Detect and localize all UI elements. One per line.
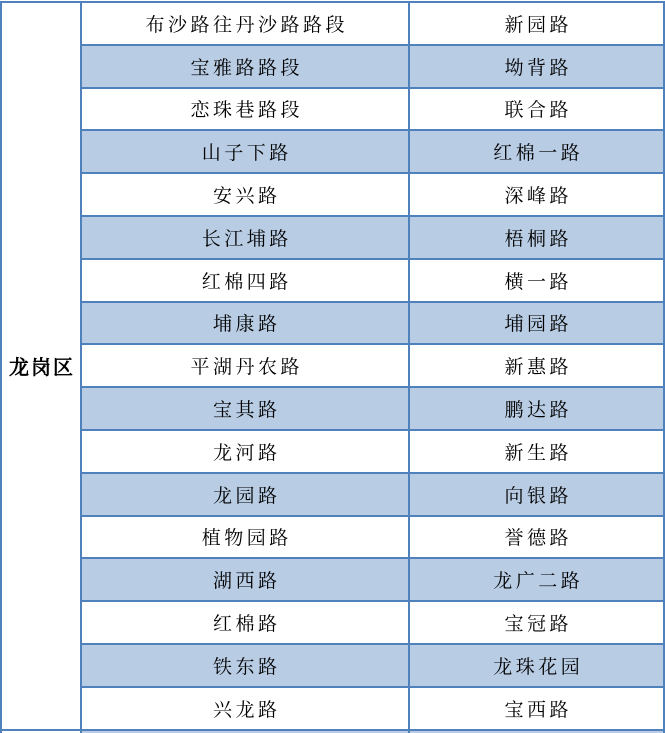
road-name: 山子下路 [201, 142, 292, 165]
road-name: 红棉路 [212, 613, 281, 636]
road-name: 深峰路 [504, 185, 572, 208]
road-name: 植物园路 [201, 527, 292, 550]
road-right-cell [408, 131, 663, 172]
table-row [82, 559, 663, 602]
road-left-cell [82, 645, 408, 686]
road-name: 新园路 [504, 13, 572, 36]
road-left-cell [82, 89, 408, 130]
road-name: 安兴路 [212, 185, 281, 208]
road-right-cell [408, 474, 663, 515]
road-name: 向银路 [504, 484, 572, 507]
table-row [82, 645, 663, 688]
road-name: 誉德路 [504, 527, 572, 550]
road-right-cell [408, 303, 663, 344]
road-left-cell [82, 431, 408, 472]
road-name: 铁东路 [212, 655, 281, 678]
road-right-cell [408, 217, 663, 258]
road-left-cell [82, 559, 408, 600]
table-row [82, 131, 663, 174]
road-name: 埔康路 [212, 313, 281, 336]
road-right-cell [408, 260, 663, 301]
road-right-cell [408, 46, 663, 87]
road-right-cell [408, 517, 663, 558]
road-name: 龙珠花园 [493, 655, 584, 678]
road-right-cell [408, 688, 663, 729]
table-row [82, 517, 663, 560]
road-left-cell [82, 602, 408, 643]
road-left-cell [82, 174, 408, 215]
table-row [82, 303, 663, 346]
road-left-cell [82, 688, 408, 729]
road-name: 坳背路 [504, 56, 572, 79]
road-name: 长江埔路 [201, 227, 292, 250]
road-name: 红棉一路 [493, 142, 584, 165]
table-row [82, 260, 663, 303]
road-name: 埔园路 [504, 313, 572, 336]
road-name: 宝其路 [212, 399, 281, 422]
district-label: 龙岗区 [9, 355, 75, 380]
road-name: 新生路 [504, 441, 572, 464]
table-row [82, 46, 663, 89]
road-name: 龙广二路 [493, 570, 584, 593]
road-left-cell [82, 217, 408, 258]
road-left-cell [82, 517, 408, 558]
road-right-cell [408, 559, 663, 600]
table-row [82, 602, 663, 645]
table-row [82, 217, 663, 260]
road-name: 龙河路 [212, 441, 281, 464]
road-right-cell [408, 345, 663, 386]
table-row [82, 688, 663, 731]
road-left-cell [82, 260, 408, 301]
road-left-cell [82, 131, 408, 172]
road-name: 红棉四路 [201, 270, 292, 293]
road-name: 宝雅路路段 [190, 56, 303, 79]
table-row [82, 388, 663, 431]
road-name: 平湖丹农路 [190, 356, 303, 379]
road-right-cell [408, 645, 663, 686]
road-name: 新惠路 [504, 356, 572, 379]
road-left-cell [82, 303, 408, 344]
road-name: 龙园路 [212, 484, 281, 507]
road-name: 横一路 [504, 270, 572, 293]
road-name: 梧桐路 [504, 227, 572, 250]
road-left-cell [82, 474, 408, 515]
road-name: 恋珠巷路段 [190, 99, 303, 122]
table-row [82, 89, 663, 132]
road-name: 宝冠路 [504, 613, 572, 636]
road-right-cell [408, 431, 663, 472]
district-column [2, 3, 82, 733]
district-cell [2, 3, 82, 731]
table-row [82, 345, 663, 388]
table-row [82, 3, 663, 46]
road-left-cell [82, 3, 408, 44]
road-right-cell [408, 174, 663, 215]
road-right-cell [408, 602, 663, 643]
road-right-cell [408, 89, 663, 130]
road-name: 鹏达路 [504, 399, 572, 422]
road-left-cell [82, 388, 408, 429]
table-row [82, 474, 663, 517]
road-name: 联合路 [504, 99, 572, 122]
road-right-cell [408, 3, 663, 44]
road-right-cell [408, 388, 663, 429]
road-name: 兴龙路 [212, 698, 281, 721]
table-row [82, 431, 663, 474]
road-table [0, 1, 665, 733]
road-name: 宝西路 [504, 698, 572, 721]
road-name: 布沙路往丹沙路路段 [145, 13, 348, 36]
table-row [82, 174, 663, 217]
road-name: 湖西路 [212, 570, 281, 593]
table-rows [82, 3, 663, 733]
road-left-cell [82, 345, 408, 386]
road-left-cell [82, 46, 408, 87]
